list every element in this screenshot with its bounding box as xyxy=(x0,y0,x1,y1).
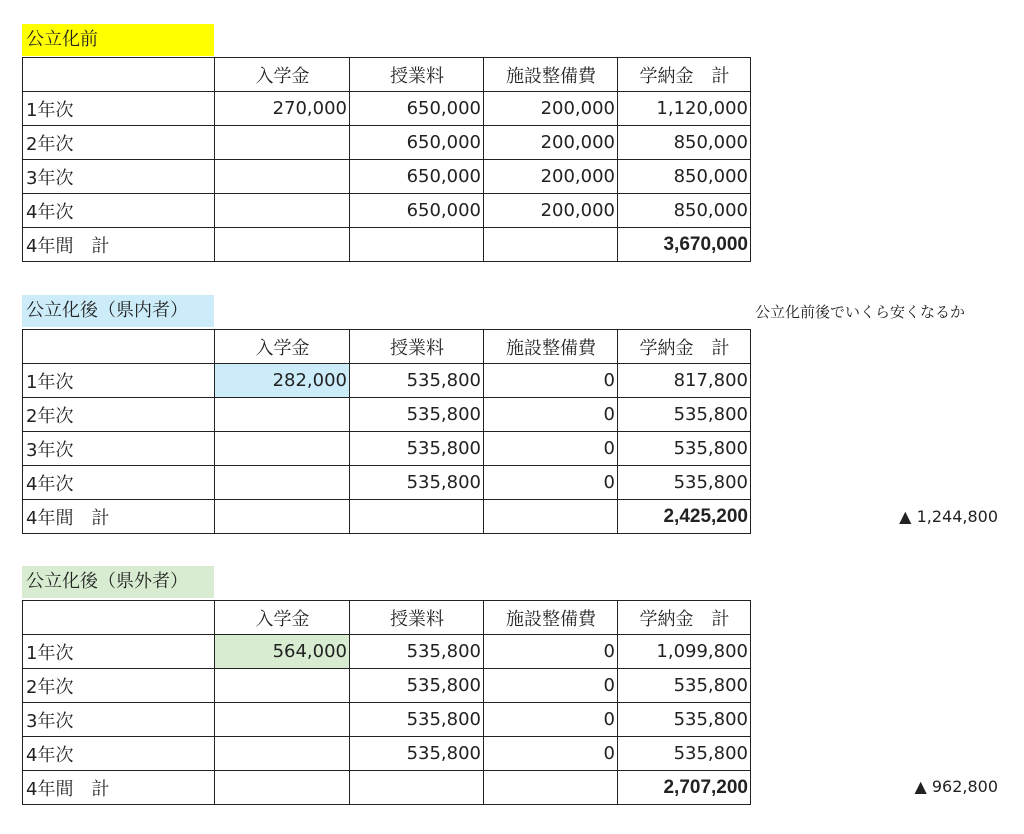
table-cell: 535,800 xyxy=(618,737,751,771)
column-header xyxy=(23,330,215,364)
table-cell: 650,000 xyxy=(350,92,484,126)
difference-nonresident: ▲ 962,800 xyxy=(914,777,998,796)
table-cell xyxy=(215,737,350,771)
column-header: 学納金 計 xyxy=(618,601,751,635)
table-cell: 200,000 xyxy=(484,126,618,160)
table-cell: 850,000 xyxy=(618,126,751,160)
table-cell: 200,000 xyxy=(484,194,618,228)
table-cell: 535,800 xyxy=(618,398,751,432)
section-title-resident: 公立化後（県内者） xyxy=(22,295,214,327)
table-cell: 650,000 xyxy=(350,160,484,194)
table-cell: 3,670,000 xyxy=(618,228,751,262)
table-cell xyxy=(215,194,350,228)
table-cell: 282,000 xyxy=(215,364,350,398)
table-cell: 0 xyxy=(484,703,618,737)
column-header: 授業料 xyxy=(350,330,484,364)
row-label: 2年次 xyxy=(23,126,215,160)
column-header xyxy=(23,58,215,92)
column-header: 入学金 xyxy=(215,58,350,92)
table-nonresident xyxy=(22,600,751,805)
header-row xyxy=(23,601,751,635)
table-resident xyxy=(22,329,751,534)
row-label: 4年間 計 xyxy=(23,228,215,262)
row-label: 4年間 計 xyxy=(23,500,215,534)
table-cell xyxy=(215,500,350,534)
column-header xyxy=(23,601,215,635)
table-row xyxy=(23,432,751,466)
row-label: 2年次 xyxy=(23,669,215,703)
table-cell xyxy=(215,126,350,160)
section-title-before: 公立化前 xyxy=(22,24,214,56)
row-label: 3年次 xyxy=(23,432,215,466)
table-cell: 0 xyxy=(484,669,618,703)
table-cell xyxy=(484,771,618,805)
row-label: 3年次 xyxy=(23,703,215,737)
header-row xyxy=(23,330,751,364)
table-cell: 535,800 xyxy=(350,635,484,669)
table-cell: 535,800 xyxy=(350,737,484,771)
table-cell: 535,800 xyxy=(618,432,751,466)
table-cell: 535,800 xyxy=(350,364,484,398)
table-cell: 535,800 xyxy=(618,703,751,737)
table-cell: 535,800 xyxy=(350,669,484,703)
table-cell: 850,000 xyxy=(618,160,751,194)
column-header: 入学金 xyxy=(215,601,350,635)
row-label: 1年次 xyxy=(23,635,215,669)
table-cell: 535,800 xyxy=(618,669,751,703)
table-cell xyxy=(215,466,350,500)
column-header: 学納金 計 xyxy=(618,58,751,92)
table-cell: 850,000 xyxy=(618,194,751,228)
header-row xyxy=(23,58,751,92)
table-row xyxy=(23,635,751,669)
difference-resident: ▲ 1,244,800 xyxy=(899,507,998,526)
row-label: 1年次 xyxy=(23,364,215,398)
table-cell xyxy=(215,398,350,432)
table-cell xyxy=(215,160,350,194)
table-cell xyxy=(215,669,350,703)
table-cell: 535,800 xyxy=(350,398,484,432)
table-cell: 535,800 xyxy=(618,466,751,500)
table-cell: 535,800 xyxy=(350,466,484,500)
total-row xyxy=(23,771,751,805)
table-row xyxy=(23,126,751,160)
table-row xyxy=(23,364,751,398)
table-cell: 650,000 xyxy=(350,126,484,160)
table-cell: 200,000 xyxy=(484,160,618,194)
table-cell xyxy=(484,228,618,262)
table-cell xyxy=(215,703,350,737)
table-before xyxy=(22,57,751,262)
table-cell: 2,425,200 xyxy=(618,500,751,534)
column-header: 施設整備費 xyxy=(484,601,618,635)
row-label: 4年次 xyxy=(23,737,215,771)
table-cell: 817,800 xyxy=(618,364,751,398)
table-cell xyxy=(350,771,484,805)
table-cell: 0 xyxy=(484,398,618,432)
total-row xyxy=(23,500,751,534)
table-cell xyxy=(215,432,350,466)
table-cell: 535,800 xyxy=(350,432,484,466)
table-cell: 650,000 xyxy=(350,194,484,228)
table-cell: 200,000 xyxy=(484,92,618,126)
table-row xyxy=(23,92,751,126)
table-cell xyxy=(350,500,484,534)
table-cell: 2,707,200 xyxy=(618,771,751,805)
table-cell xyxy=(350,228,484,262)
table-cell: 0 xyxy=(484,432,618,466)
total-row xyxy=(23,228,751,262)
column-header: 施設整備費 xyxy=(484,58,618,92)
table-cell xyxy=(484,500,618,534)
table-cell: 1,099,800 xyxy=(618,635,751,669)
table-cell: 0 xyxy=(484,364,618,398)
row-label: 2年次 xyxy=(23,398,215,432)
table-cell: 0 xyxy=(484,737,618,771)
column-header: 施設整備費 xyxy=(484,330,618,364)
comparison-note: 公立化前後でいくら安くなるか xyxy=(755,303,966,321)
table-cell: 564,000 xyxy=(215,635,350,669)
table-row xyxy=(23,669,751,703)
table-cell: 535,800 xyxy=(350,703,484,737)
section-title-nonresident: 公立化後（県外者） xyxy=(22,566,214,598)
table-row xyxy=(23,466,751,500)
table-cell: 0 xyxy=(484,466,618,500)
row-label: 4年次 xyxy=(23,466,215,500)
column-header: 授業料 xyxy=(350,601,484,635)
table-row xyxy=(23,160,751,194)
column-header: 授業料 xyxy=(350,58,484,92)
table-row xyxy=(23,398,751,432)
row-label: 3年次 xyxy=(23,160,215,194)
table-cell xyxy=(215,228,350,262)
table-row xyxy=(23,194,751,228)
table-row xyxy=(23,737,751,771)
table-row xyxy=(23,703,751,737)
row-label: 4年次 xyxy=(23,194,215,228)
column-header: 学納金 計 xyxy=(618,330,751,364)
row-label: 1年次 xyxy=(23,92,215,126)
column-header: 入学金 xyxy=(215,330,350,364)
table-cell: 0 xyxy=(484,635,618,669)
table-cell: 1,120,000 xyxy=(618,92,751,126)
row-label: 4年間 計 xyxy=(23,771,215,805)
table-cell: 270,000 xyxy=(215,92,350,126)
table-cell xyxy=(215,771,350,805)
